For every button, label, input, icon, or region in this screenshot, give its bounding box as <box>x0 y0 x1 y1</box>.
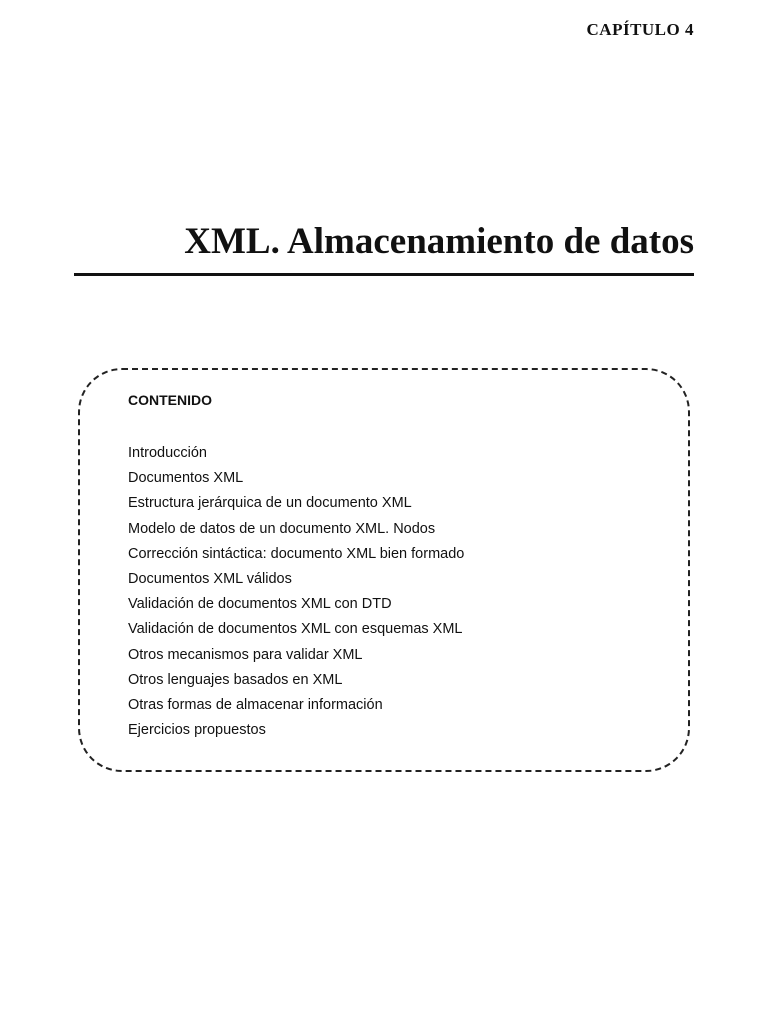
contents-item: Introducción <box>128 445 207 461</box>
contents-item: Modelo de datos de un documento XML. Nodos <box>128 520 436 537</box>
chapter-label: CAPÍTULO 4 <box>586 20 694 39</box>
contents-box <box>78 368 690 772</box>
contents-item: Otras formas de almacenar información <box>128 697 383 714</box>
contents-item: Estructura jerárquica de un documento XML <box>128 495 412 512</box>
contents-item: Documentos XML <box>128 470 244 487</box>
contents-item: Validación de documentos XML con DTD <box>128 596 392 613</box>
contents-list <box>128 441 464 743</box>
chapter-title: XML. Almacenamiento de datos <box>184 221 694 262</box>
contents-item: Validación de documentos XML con esquemas XML <box>128 621 463 638</box>
contents-item: Corrección sintáctica: documento XML bien formado <box>128 545 465 562</box>
contents-item: Ejercicios propuestos <box>128 722 266 739</box>
contents-item: Documentos XML válidos <box>128 571 292 588</box>
contents-item: Otros mecanismos para validar XML <box>128 646 363 663</box>
title-rule <box>74 273 694 276</box>
contents-heading: CONTENIDO <box>128 392 212 408</box>
contents-item: Otros lenguajes basados en XML <box>128 671 343 688</box>
